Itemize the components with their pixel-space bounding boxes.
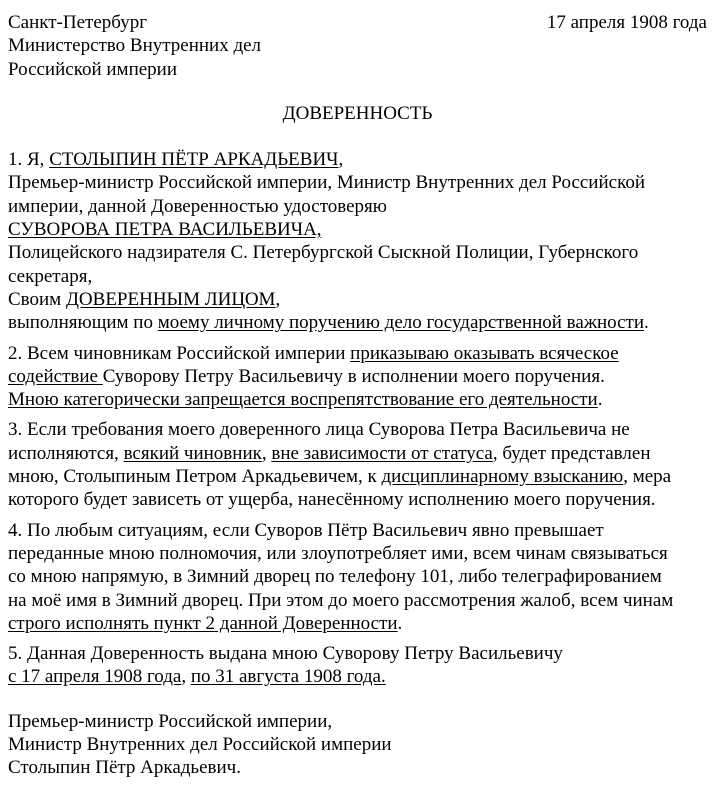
doc-line [8,519,707,542]
text-run: 2. Всем чиновникам Российской империи [8,342,351,364]
doc-line [8,388,707,411]
text-run: с 17 апреля 1908 года [8,666,182,688]
header-org-line: Министерство Внутренних дел [8,35,262,57]
text-run: строго исполнять пункт 2 данной Доверенности [8,612,398,634]
doc-line [8,589,707,612]
doc-line [8,642,707,665]
text-run: империи, данной Доверенностью удостоверяю [8,195,387,217]
doc-line [8,418,707,441]
doc-line [8,488,707,511]
text-run: выполняющим по [8,312,158,334]
signature-line: Столыпин Пётр Аркадьевич. [8,757,241,779]
doc-line [8,195,707,218]
text-run: по 31 августа 1908 года. [190,666,386,688]
text-run: , [275,288,281,310]
paragraph [8,342,707,412]
doc-line [8,612,707,635]
text-run: исполняются, [8,442,124,464]
doc-line [8,665,707,688]
header-place: Санкт-Петербург [8,12,148,33]
document-header-row [8,11,707,34]
text-run: ДОВЕРЕННЫМ ЛИЦОМ [65,288,276,310]
header-date: 17 апреля 1908 года [546,12,707,33]
text-run: , [338,149,344,171]
signature-block [8,710,707,780]
text-run: Своим [8,288,66,310]
text-run: со мною напрямую, в Зимний дворец по телефону 101, либо телеграфированием [8,566,662,588]
text-run: секретаря, [8,265,93,287]
text-run: . [644,312,649,334]
text-run: СТОЛЫПИН ПЁТР АРКАДЬЕВИЧ [49,149,339,171]
text-run: Премьер-министр Российской империи, Министр Внутренних дел Российской [8,172,646,194]
text-run: , мера [623,466,672,488]
text-run: СУВОРОВА ПЕТРА ВАСИЛЬЕВИЧА, [8,219,322,241]
doc-line [8,148,707,171]
text-run: . [397,612,403,634]
text-run: мною, Столыпиным Петром Аркадьевичем, к [8,466,382,488]
text-run: которого будет зависеть от ущерба, нанесённому исполнению моего поручения. [8,489,656,511]
text-run: всякий чиновник [123,442,262,464]
text-run: 1. Я, [8,149,50,171]
doc-line [8,465,707,488]
doc-line [8,542,707,565]
text-run: Полицейского надзирателя С. Петербургской Сыскной Полиции, Губернского [8,242,639,264]
document-body [8,148,707,689]
text-run: 5. Данная Доверенность выдана мною Суворову Петру Васильевичу [8,643,563,665]
text-run: моему личному поручению дело государственной важности [157,312,644,334]
text-run: приказываю оказывать всяческое [350,342,619,364]
paragraph [8,148,707,334]
text-run: дисциплинарному взысканию [381,466,624,488]
doc-line [8,171,707,194]
paragraph [8,418,707,511]
text-run: . [597,389,603,411]
doc-line [8,565,707,588]
header-org-line: Российской империи [8,58,178,80]
doc-line [8,342,707,365]
text-run: , [261,442,272,464]
doc-line [8,218,707,241]
doc-line [8,365,707,388]
doc-line [8,442,707,465]
document-title: ДОВЕРЕННОСТЬ [282,102,433,124]
text-run: Суворову Петру Васильевичу в исполнении моего поручения. [102,365,605,387]
text-run: Мною категорически запрещается воспрепятствование его деятельности [8,389,598,411]
doc-line [8,241,707,264]
text-run: , будет представлен [492,442,651,464]
text-run: содействие [8,365,103,387]
text-run: , [181,666,191,688]
text-run: на моё имя в Зимний дворец. При этом до моего рассмотрения жалоб, всем чинам [8,589,674,611]
text-run: 3. Если требования моего доверенного лица Суворова Петра Васильевича не [8,419,630,441]
doc-line [8,265,707,288]
signature-line: Министр Внутренних дел Российской империи [8,734,392,756]
doc-line [8,288,707,311]
signature-line: Премьер-министр Российской империи, [8,710,333,732]
paragraph [8,642,707,689]
paragraph [8,519,707,635]
doc-line [8,311,707,334]
text-run: вне зависимости от статуса [271,442,493,464]
text-run: переданные мною полномочия, или злоупотребляет ими, всем чинам связываться [8,542,668,564]
text-run: 4. По любым ситуациям, если Суворов Пётр Васильевич явно превышает [8,519,604,541]
